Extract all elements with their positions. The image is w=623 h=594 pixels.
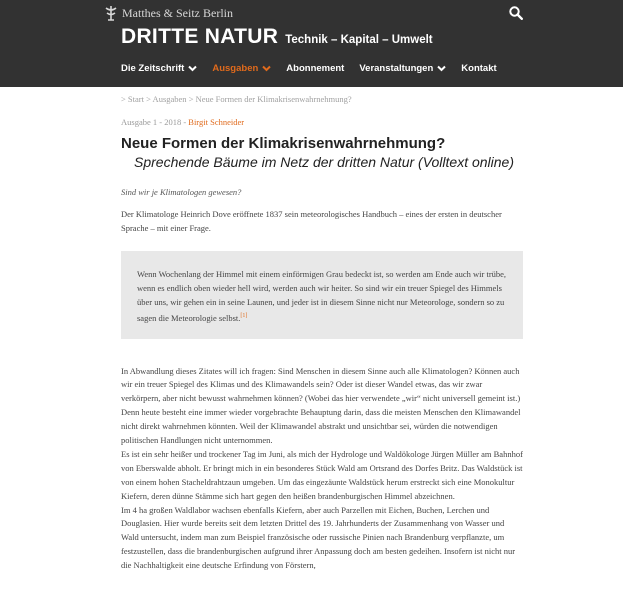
chevron-down-icon	[262, 65, 271, 72]
article-title: Neue Formen der Klimakrisenwahrnehmung?	[121, 135, 446, 152]
footnote-link[interactable]: [1]	[240, 312, 248, 319]
nav-item-label: Abonnement	[286, 63, 345, 74]
article-paragraph: Im 4 ha großen Waldlabor wachsen ebenfalls Kiefern, aber auch Parzellen mit Eichen, Buchen, Lerchen und Douglasien. Hier wurde bereits seit dem letzten Drittel des 19. Jahrhunderts der Zusammenhang von Wasser und Wald untersucht, indem man zum Beispiel französische oder russische Pinien nach Brandenburg verpflanzte, um festzustellen, dass die brandenburgischen aufgrund ihrer Anpassung doch am besten gedeihen. Insofern ist nicht nur die Nachhaltigkeit eine deutsche Erfindung von Förstern,	[121, 504, 516, 571]
article-intro: Der Klimatologe Heinrich Dove eröffnete 1837 sein meteorologisches Handbuch – eines der ersten in deutscher Sprache – mit einer Frage.	[121, 208, 502, 233]
nav-item-label: Kontakt	[461, 63, 497, 74]
article-body	[121, 365, 523, 574]
article-lead-question: Sind wir je Klimatologen gewesen?	[121, 186, 242, 197]
site-title[interactable]	[121, 25, 433, 49]
chevron-down-icon	[437, 65, 446, 72]
nav-item-label: Veranstaltungen	[359, 63, 434, 74]
breadcrumb-current: > Neue Formen der Klimakrisenwahrnehmung?	[188, 94, 352, 104]
publisher-logo-icon	[103, 5, 119, 21]
main-content	[121, 87, 523, 573]
article-author-link[interactable]: Birgit Schneider	[188, 117, 245, 127]
search-icon	[509, 6, 523, 20]
nav-item-kontakt[interactable]	[461, 63, 496, 74]
nav-item-abonnement[interactable]	[286, 63, 344, 74]
article-paragraph: In Abwandlung dieses Zitates will ich fragen: Sind Menschen in diesem Sinne auch alle Klimatologen? Können auch wir ein treuer Spiegel des Klimas und des Klimawandels sein? Oder ist dieser Wandel etwas, das wir zwar verkörpern, aber nicht bewusst wahrnehmen können? (Wobei das hier verwendete „wir“ nicht universell gemeint ist.) Denn heute besteht eine immer wieder vorgebrachte Behauptung darin, dass die meisten Menschen den Klimawandel nicht direkt wahrnehmen könnten. Weil der Klimawandel abstrakt und unsichtbar sei, würden die notwendigen politischen Handlungen nicht unternommen.	[121, 365, 521, 446]
publisher-logo[interactable]	[103, 5, 233, 21]
blockquote	[121, 251, 523, 339]
article-issue: Ausgabe 1 - 2018 -	[121, 117, 187, 127]
article-meta	[121, 117, 523, 127]
search-button[interactable]	[509, 6, 523, 25]
breadcrumb-ausgaben[interactable]: > Ausgaben	[146, 94, 187, 104]
main-nav	[121, 63, 512, 74]
nav-item-ausgaben[interactable]	[212, 63, 271, 74]
article-subtitle: Sprechende Bäume im Netz der dritten Natur (Volltext online)	[134, 154, 514, 170]
nav-item-zeitschrift[interactable]	[121, 63, 197, 74]
publisher-name: Matthes & Seitz Berlin	[122, 5, 233, 20]
quote-text: Wenn Wochenlang der Himmel mit einem einförmigen Grau bedeckt ist, so werden am Ende auch wir trübe, wenn es endlich oben wieder hell wird, werden auch wir heiter. So sind wir ein treuer Spiegel des Himmels über uns, wir gehen ein in seine Launen, und jeder ist in diesem Sinne nicht nur Meteorologe, sondern so zu sagen die Meteorologie selbst.	[137, 268, 507, 323]
breadcrumb	[121, 94, 523, 104]
nav-item-veranstaltungen[interactable]	[359, 63, 446, 74]
nav-item-label: Die Zeitschrift	[121, 63, 185, 74]
site-title-subtitle: Technik – Kapital – Umwelt	[285, 34, 433, 46]
breadcrumb-start[interactable]: > Start	[121, 94, 144, 104]
site-header	[0, 0, 623, 87]
article-paragraph: Es ist ein sehr heißer und trockener Tag im Juni, als mich der Hydrologe und Waldökologe Jürgen Müller am Bahnhof von Eberswalde abholt. Er bringt mich in ein besonderes Stück Wald am Ortsrand des Dorfes Britz. Das Waldstück ist von einem hohen Stacheldrahtzaun umgeben. Um das eingezäunte Waldstück herum erstreckt sich eine Monokultur Kiefern, deren dünne Stämme sich hart gegen den heißen brandenburgischen Himmel abzeichnen.	[121, 448, 523, 501]
chevron-down-icon	[188, 65, 197, 72]
site-title-main: DRITTE NATUR	[121, 25, 279, 48]
nav-item-label: Ausgaben	[212, 63, 259, 74]
